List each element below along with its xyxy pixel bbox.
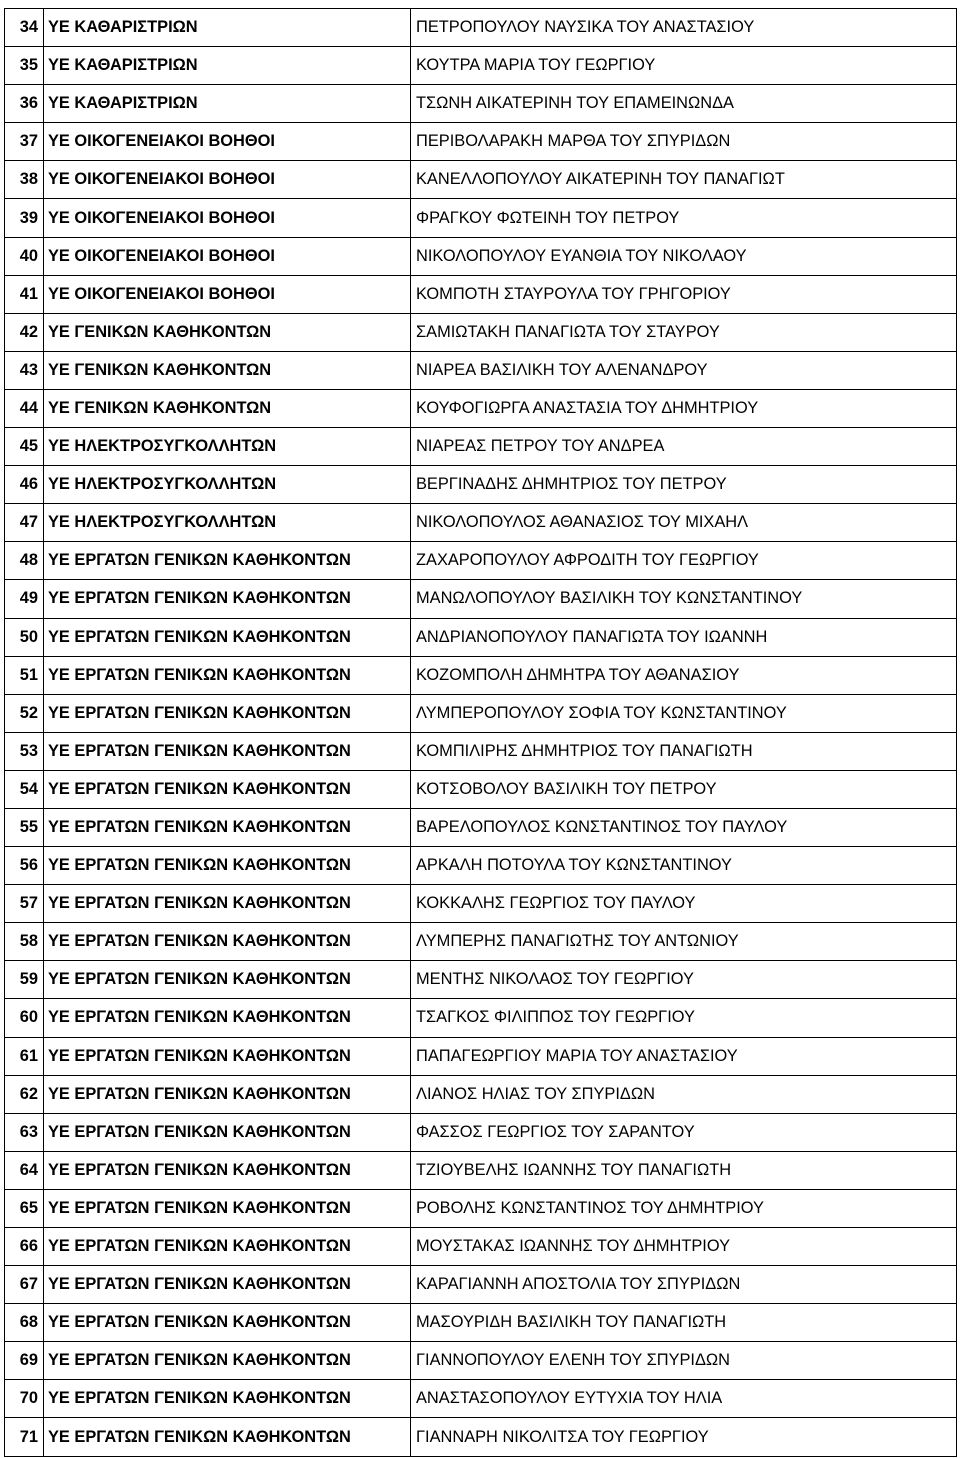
person-name-cell: ΝΙΚΟΛΟΠΟΥΛΟΣ ΑΘΑΝΑΣΙΟΣ ΤΟΥ ΜΙΧΑΗΛ: [411, 504, 957, 542]
table-row: [5, 923, 957, 961]
person-name-cell: ΜΑΝΩΛΟΠΟΥΛΟΥ ΒΑΣΙΛΙΚΗ ΤΟΥ ΚΩΝΣΤΑΝΤΙΝΟΥ: [411, 580, 957, 618]
row-number-cell: 56: [5, 847, 44, 885]
specialty-cell: ΥΕ ΟΙΚΟΓΕΝΕΙΑΚΟΙ ΒΟΗΘΟΙ: [44, 161, 411, 199]
person-name-cell: ΛΥΜΠΕΡΟΠΟΥΛΟΥ ΣΟΦΙΑ ΤΟΥ ΚΩΝΣΤΑΝΤΙΝΟΥ: [411, 694, 957, 732]
person-name-cell: ΚΟΥΤΡΑ ΜΑΡΙΑ ΤΟΥ ΓΕΩΡΓΙΟΥ: [411, 47, 957, 85]
person-name-cell: ΤΣΩΝΗ ΑΙΚΑΤΕΡΙΝΗ ΤΟΥ ΕΠΑΜΕΙΝΩΝΔΑ: [411, 85, 957, 123]
specialty-cell: ΥΕ ΕΡΓΑΤΩΝ ΓΕΝΙΚΩΝ ΚΑΘΗΚΟΝΤΩΝ: [44, 618, 411, 656]
row-number-cell: 42: [5, 313, 44, 351]
table-row: [5, 313, 957, 351]
specialty-cell: ΥΕ ΕΡΓΑΤΩΝ ΓΕΝΙΚΩΝ ΚΑΘΗΚΟΝΤΩΝ: [44, 1037, 411, 1075]
table-row: [5, 351, 957, 389]
row-number-cell: 41: [5, 275, 44, 313]
row-number-cell: 44: [5, 389, 44, 427]
specialty-cell: ΥΕ ΕΡΓΑΤΩΝ ΓΕΝΙΚΩΝ ΚΑΘΗΚΟΝΤΩΝ: [44, 1151, 411, 1189]
specialty-cell: ΥΕ ΟΙΚΟΓΕΝΕΙΑΚΟΙ ΒΟΗΘΟΙ: [44, 237, 411, 275]
specialty-cell: ΥΕ ΕΡΓΑΤΩΝ ΓΕΝΙΚΩΝ ΚΑΘΗΚΟΝΤΩΝ: [44, 656, 411, 694]
row-number-cell: 37: [5, 123, 44, 161]
table-row: [5, 389, 957, 427]
specialty-cell: ΥΕ ΓΕΝΙΚΩΝ ΚΑΘΗΚΟΝΤΩΝ: [44, 351, 411, 389]
row-number-cell: 47: [5, 504, 44, 542]
table-row: [5, 237, 957, 275]
row-number-cell: 46: [5, 466, 44, 504]
row-number-cell: 71: [5, 1418, 44, 1456]
row-number-cell: 34: [5, 9, 44, 47]
specialty-cell: ΥΕ ΓΕΝΙΚΩΝ ΚΑΘΗΚΟΝΤΩΝ: [44, 313, 411, 351]
table-row: [5, 1189, 957, 1227]
person-name-cell: ΤΣΑΓΚΟΣ ΦΙΛΙΠΠΟΣ ΤΟΥ ΓΕΩΡΓΙΟΥ: [411, 999, 957, 1037]
row-number-cell: 61: [5, 1037, 44, 1075]
person-name-cell: ΝΙΑΡΕΑΣ ΠΕΤΡΟΥ ΤΟΥ ΑΝΔΡΕΑ: [411, 428, 957, 466]
specialty-cell: ΥΕ ΕΡΓΑΤΩΝ ΓΕΝΙΚΩΝ ΚΑΘΗΚΟΝΤΩΝ: [44, 1380, 411, 1418]
person-name-cell: ΚΟΜΠΙΛΙΡΗΣ ΔΗΜΗΤΡΙΟΣ ΤΟΥ ΠΑΝΑΓΙΩΤΗ: [411, 732, 957, 770]
row-number-cell: 39: [5, 199, 44, 237]
person-name-cell: ΛΥΜΠΕΡΗΣ ΠΑΝΑΓΙΩΤΗΣ ΤΟΥ ΑΝΤΩΝΙΟΥ: [411, 923, 957, 961]
person-name-cell: ΝΙΑΡΕΑ ΒΑΣΙΛΙΚΗ ΤΟΥ ΑΛΕΝΑΝΔΡΟΥ: [411, 351, 957, 389]
person-name-cell: ΠΕΡΙΒΟΛΑΡΑΚΗ ΜΑΡΘΑ ΤΟΥ ΣΠΥΡΙΔΩΝ: [411, 123, 957, 161]
table-row: [5, 199, 957, 237]
specialty-cell: ΥΕ ΟΙΚΟΓΕΝΕΙΑΚΟΙ ΒΟΗΘΟΙ: [44, 199, 411, 237]
person-name-cell: ΣΑΜΙΩΤΑΚΗ ΠΑΝΑΓΙΩΤΑ ΤΟΥ ΣΤΑΥΡΟΥ: [411, 313, 957, 351]
person-name-cell: ΚΟΖΟΜΠΟΛΗ ΔΗΜΗΤΡΑ ΤΟΥ ΑΘΑΝΑΣΙΟΥ: [411, 656, 957, 694]
row-number-cell: 54: [5, 770, 44, 808]
table-row: [5, 1304, 957, 1342]
table-row: [5, 1380, 957, 1418]
person-name-cell: ΒΑΡΕΛΟΠΟΥΛΟΣ ΚΩΝΣΤΑΝΤΙΝΟΣ ΤΟΥ ΠΑΥΛΟΥ: [411, 808, 957, 846]
table-row: [5, 885, 957, 923]
row-number-cell: 60: [5, 999, 44, 1037]
roster-table-body: [5, 9, 957, 1457]
person-name-cell: ΚΑΝΕΛΛΟΠΟΥΛΟΥ ΑΙΚΑΤΕΡΙΝΗ ΤΟΥ ΠΑΝΑΓΙΩΤ: [411, 161, 957, 199]
table-row: [5, 1418, 957, 1456]
person-name-cell: ΠΑΠΑΓΕΩΡΓΙΟΥ ΜΑΡΙΑ ΤΟΥ ΑΝΑΣΤΑΣΙΟΥ: [411, 1037, 957, 1075]
person-name-cell: ΑΡΚΑΛΗ ΠΟΤΟΥΛΑ ΤΟΥ ΚΩΝΣΤΑΝΤΙΝΟΥ: [411, 847, 957, 885]
row-number-cell: 49: [5, 580, 44, 618]
specialty-cell: ΥΕ ΚΑΘΑΡΙΣΤΡΙΩΝ: [44, 9, 411, 47]
person-name-cell: ΓΙΑΝΝΟΠΟΥΛΟΥ ΕΛΕΝΗ ΤΟΥ ΣΠΥΡΙΔΩΝ: [411, 1342, 957, 1380]
specialty-cell: ΥΕ ΕΡΓΑΤΩΝ ΓΕΝΙΚΩΝ ΚΑΘΗΚΟΝΤΩΝ: [44, 961, 411, 999]
person-name-cell: ΓΙΑΝΝΑΡΗ ΝΙΚΟΛΙΤΣΑ ΤΟΥ ΓΕΩΡΓΙΟΥ: [411, 1418, 957, 1456]
person-name-cell: ΤΖΙΟΥΒΕΛΗΣ ΙΩΑΝΝΗΣ ΤΟΥ ΠΑΝΑΓΙΩΤΗ: [411, 1151, 957, 1189]
row-number-cell: 52: [5, 694, 44, 732]
person-name-cell: ΑΝΑΣΤΑΣΟΠΟΥΛΟΥ ΕΥΤΥΧΙΑ ΤΟΥ ΗΛΙΑ: [411, 1380, 957, 1418]
table-row: [5, 47, 957, 85]
table-row: [5, 618, 957, 656]
document-page: [4, 8, 956, 1457]
row-number-cell: 43: [5, 351, 44, 389]
person-name-cell: ΦΡΑΓΚΟΥ ΦΩΤΕΙΝΗ ΤΟΥ ΠΕΤΡΟΥ: [411, 199, 957, 237]
person-name-cell: ΝΙΚΟΛΟΠΟΥΛΟΥ ΕΥΑΝΘΙΑ ΤΟΥ ΝΙΚΟΛΑΟΥ: [411, 237, 957, 275]
row-number-cell: 65: [5, 1189, 44, 1227]
specialty-cell: ΥΕ ΗΛΕΚΤΡΟΣΥΓΚΟΛΛΗΤΩΝ: [44, 504, 411, 542]
table-row: [5, 732, 957, 770]
person-name-cell: ΚΟΚΚΑΛΗΣ ΓΕΩΡΓΙΟΣ ΤΟΥ ΠΑΥΛΟΥ: [411, 885, 957, 923]
table-row: [5, 161, 957, 199]
specialty-cell: ΥΕ ΕΡΓΑΤΩΝ ΓΕΝΙΚΩΝ ΚΑΘΗΚΟΝΤΩΝ: [44, 1228, 411, 1266]
table-row: [5, 9, 957, 47]
row-number-cell: 70: [5, 1380, 44, 1418]
person-name-cell: ΡΟΒΟΛΗΣ ΚΩΝΣΤΑΝΤΙΝΟΣ ΤΟΥ ΔΗΜΗΤΡΙΟΥ: [411, 1189, 957, 1227]
specialty-cell: ΥΕ ΕΡΓΑΤΩΝ ΓΕΝΙΚΩΝ ΚΑΘΗΚΟΝΤΩΝ: [44, 847, 411, 885]
specialty-cell: ΥΕ ΕΡΓΑΤΩΝ ΓΕΝΙΚΩΝ ΚΑΘΗΚΟΝΤΩΝ: [44, 1304, 411, 1342]
table-row: [5, 847, 957, 885]
person-name-cell: ΜΟΥΣΤΑΚΑΣ ΙΩΑΝΝΗΣ ΤΟΥ ΔΗΜΗΤΡΙΟΥ: [411, 1228, 957, 1266]
table-row: [5, 1037, 957, 1075]
person-name-cell: ΚΑΡΑΓΙΑΝΝΗ ΑΠΟΣΤΟΛΙΑ ΤΟΥ ΣΠΥΡΙΔΩΝ: [411, 1266, 957, 1304]
person-name-cell: ΠΕΤΡΟΠΟΥΛΟΥ ΝΑΥΣΙΚΑ ΤΟΥ ΑΝΑΣΤΑΣΙΟΥ: [411, 9, 957, 47]
row-number-cell: 40: [5, 237, 44, 275]
row-number-cell: 69: [5, 1342, 44, 1380]
row-number-cell: 68: [5, 1304, 44, 1342]
row-number-cell: 50: [5, 618, 44, 656]
row-number-cell: 59: [5, 961, 44, 999]
person-name-cell: ΑΝΔΡΙΑΝΟΠΟΥΛΟΥ ΠΑΝΑΓΙΩΤΑ ΤΟΥ ΙΩΑΝΝΗ: [411, 618, 957, 656]
specialty-cell: ΥΕ ΕΡΓΑΤΩΝ ΓΕΝΙΚΩΝ ΚΑΘΗΚΟΝΤΩΝ: [44, 999, 411, 1037]
row-number-cell: 48: [5, 542, 44, 580]
person-name-cell: ΖΑΧΑΡΟΠΟΥΛΟΥ ΑΦΡΟΔΙΤΗ ΤΟΥ ΓΕΩΡΓΙΟΥ: [411, 542, 957, 580]
row-number-cell: 66: [5, 1228, 44, 1266]
table-row: [5, 85, 957, 123]
specialty-cell: ΥΕ ΕΡΓΑΤΩΝ ΓΕΝΙΚΩΝ ΚΑΘΗΚΟΝΤΩΝ: [44, 1266, 411, 1304]
row-number-cell: 57: [5, 885, 44, 923]
table-row: [5, 961, 957, 999]
row-number-cell: 53: [5, 732, 44, 770]
table-row: [5, 999, 957, 1037]
table-row: [5, 1342, 957, 1380]
table-row: [5, 466, 957, 504]
roster-table: [4, 8, 957, 1457]
table-row: [5, 1151, 957, 1189]
row-number-cell: 58: [5, 923, 44, 961]
row-number-cell: 38: [5, 161, 44, 199]
specialty-cell: ΥΕ ΕΡΓΑΤΩΝ ΓΕΝΙΚΩΝ ΚΑΘΗΚΟΝΤΩΝ: [44, 770, 411, 808]
specialty-cell: ΥΕ ΕΡΓΑΤΩΝ ΓΕΝΙΚΩΝ ΚΑΘΗΚΟΝΤΩΝ: [44, 1113, 411, 1151]
row-number-cell: 35: [5, 47, 44, 85]
specialty-cell: ΥΕ ΕΡΓΑΤΩΝ ΓΕΝΙΚΩΝ ΚΑΘΗΚΟΝΤΩΝ: [44, 808, 411, 846]
specialty-cell: ΥΕ ΗΛΕΚΤΡΟΣΥΓΚΟΛΛΗΤΩΝ: [44, 466, 411, 504]
specialty-cell: ΥΕ ΚΑΘΑΡΙΣΤΡΙΩΝ: [44, 85, 411, 123]
person-name-cell: ΛΙΑΝΟΣ ΗΛΙΑΣ ΤΟΥ ΣΠΥΡΙΔΩΝ: [411, 1075, 957, 1113]
specialty-cell: ΥΕ ΚΑΘΑΡΙΣΤΡΙΩΝ: [44, 47, 411, 85]
row-number-cell: 45: [5, 428, 44, 466]
row-number-cell: 64: [5, 1151, 44, 1189]
row-number-cell: 36: [5, 85, 44, 123]
table-row: [5, 428, 957, 466]
row-number-cell: 62: [5, 1075, 44, 1113]
table-row: [5, 770, 957, 808]
specialty-cell: ΥΕ ΕΡΓΑΤΩΝ ΓΕΝΙΚΩΝ ΚΑΘΗΚΟΝΤΩΝ: [44, 1418, 411, 1456]
specialty-cell: ΥΕ ΕΡΓΑΤΩΝ ΓΕΝΙΚΩΝ ΚΑΘΗΚΟΝΤΩΝ: [44, 885, 411, 923]
specialty-cell: ΥΕ ΕΡΓΑΤΩΝ ΓΕΝΙΚΩΝ ΚΑΘΗΚΟΝΤΩΝ: [44, 1189, 411, 1227]
person-name-cell: ΚΟΤΣΟΒΟΛΟΥ ΒΑΣΙΛΙΚΗ ΤΟΥ ΠΕΤΡΟΥ: [411, 770, 957, 808]
specialty-cell: ΥΕ ΟΙΚΟΓΕΝΕΙΑΚΟΙ ΒΟΗΘΟΙ: [44, 275, 411, 313]
row-number-cell: 67: [5, 1266, 44, 1304]
table-row: [5, 504, 957, 542]
table-row: [5, 808, 957, 846]
table-row: [5, 1075, 957, 1113]
specialty-cell: ΥΕ ΕΡΓΑΤΩΝ ΓΕΝΙΚΩΝ ΚΑΘΗΚΟΝΤΩΝ: [44, 923, 411, 961]
specialty-cell: ΥΕ ΕΡΓΑΤΩΝ ΓΕΝΙΚΩΝ ΚΑΘΗΚΟΝΤΩΝ: [44, 580, 411, 618]
specialty-cell: ΥΕ ΕΡΓΑΤΩΝ ΓΕΝΙΚΩΝ ΚΑΘΗΚΟΝΤΩΝ: [44, 694, 411, 732]
table-row: [5, 1228, 957, 1266]
row-number-cell: 63: [5, 1113, 44, 1151]
table-row: [5, 275, 957, 313]
specialty-cell: ΥΕ ΕΡΓΑΤΩΝ ΓΕΝΙΚΩΝ ΚΑΘΗΚΟΝΤΩΝ: [44, 1342, 411, 1380]
person-name-cell: ΦΑΣΣΟΣ ΓΕΩΡΓΙΟΣ ΤΟΥ ΣΑΡΑΝΤΟΥ: [411, 1113, 957, 1151]
table-row: [5, 1113, 957, 1151]
person-name-cell: ΚΟΜΠΟΤΗ ΣΤΑΥΡΟΥΛΑ ΤΟΥ ΓΡΗΓΟΡΙΟΥ: [411, 275, 957, 313]
table-row: [5, 694, 957, 732]
row-number-cell: 51: [5, 656, 44, 694]
person-name-cell: ΜΑΣΟΥΡΙΔΗ ΒΑΣΙΛΙΚΗ ΤΟΥ ΠΑΝΑΓΙΩΤΗ: [411, 1304, 957, 1342]
specialty-cell: ΥΕ ΗΛΕΚΤΡΟΣΥΓΚΟΛΛΗΤΩΝ: [44, 428, 411, 466]
specialty-cell: ΥΕ ΟΙΚΟΓΕΝΕΙΑΚΟΙ ΒΟΗΘΟΙ: [44, 123, 411, 161]
specialty-cell: ΥΕ ΓΕΝΙΚΩΝ ΚΑΘΗΚΟΝΤΩΝ: [44, 389, 411, 427]
table-row: [5, 580, 957, 618]
table-row: [5, 1266, 957, 1304]
person-name-cell: ΜΕΝΤΗΣ ΝΙΚΟΛΑΟΣ ΤΟΥ ΓΕΩΡΓΙΟΥ: [411, 961, 957, 999]
specialty-cell: ΥΕ ΕΡΓΑΤΩΝ ΓΕΝΙΚΩΝ ΚΑΘΗΚΟΝΤΩΝ: [44, 1075, 411, 1113]
row-number-cell: 55: [5, 808, 44, 846]
person-name-cell: ΒΕΡΓΙΝΑΔΗΣ ΔΗΜΗΤΡΙΟΣ ΤΟΥ ΠΕΤΡΟΥ: [411, 466, 957, 504]
table-row: [5, 123, 957, 161]
specialty-cell: ΥΕ ΕΡΓΑΤΩΝ ΓΕΝΙΚΩΝ ΚΑΘΗΚΟΝΤΩΝ: [44, 732, 411, 770]
table-row: [5, 542, 957, 580]
specialty-cell: ΥΕ ΕΡΓΑΤΩΝ ΓΕΝΙΚΩΝ ΚΑΘΗΚΟΝΤΩΝ: [44, 542, 411, 580]
table-row: [5, 656, 957, 694]
person-name-cell: ΚΟΥΦΟΓΙΩΡΓΑ ΑΝΑΣΤΑΣΙΑ ΤΟΥ ΔΗΜΗΤΡΙΟΥ: [411, 389, 957, 427]
